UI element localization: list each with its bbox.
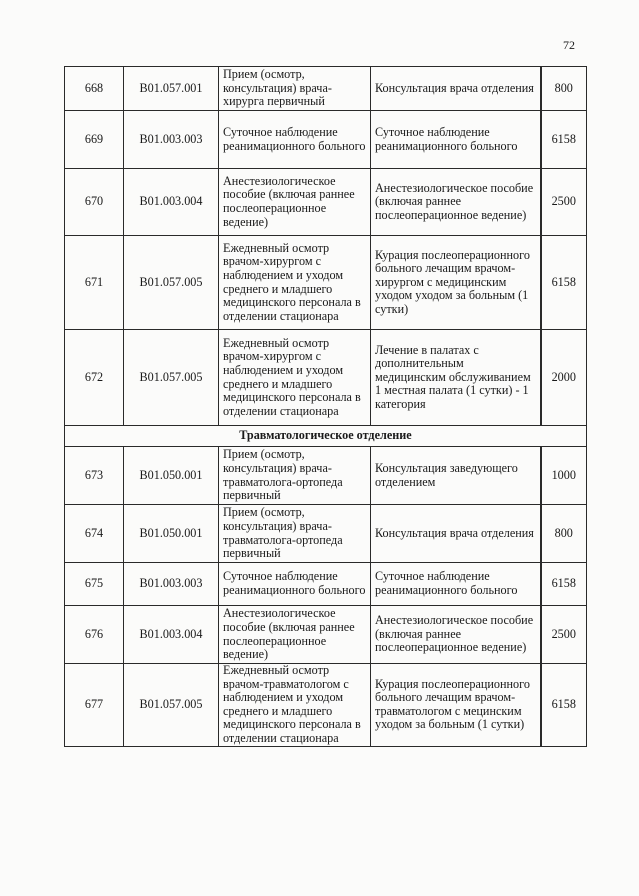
table-row <box>65 169 587 236</box>
service-name-cell: Ежедневный осмотр врачом-хирургом с наблюдением и уходом среднего и младшего медицинского персонала в отделении стационара <box>219 236 371 330</box>
price-table <box>64 66 587 747</box>
service-name-cell: Суточное наблюдение реанимационного больного <box>219 563 371 606</box>
table-row <box>65 606 587 664</box>
service-name-cell: Прием (осмотр, консультация) врача-травматолога-ортопеда первичный <box>219 505 371 563</box>
table-row <box>65 67 587 111</box>
price-cell: 6158 <box>541 236 587 330</box>
service-description-cell: Курация послеоперационного больного лечащим врачом-травматологом с мецинским уходом за больным (1 сутки) <box>371 664 541 747</box>
row-number-cell: 669 <box>65 111 124 169</box>
section-title: Травматологическое отделение <box>65 426 587 447</box>
price-cell: 6158 <box>541 664 587 747</box>
service-code-cell: B01.003.003 <box>124 563 219 606</box>
price-cell: 2000 <box>541 330 587 426</box>
price-cell: 800 <box>541 67 587 111</box>
service-code-cell: B01.057.005 <box>124 236 219 330</box>
table-row <box>65 563 587 606</box>
service-description-cell: Суточное наблюдение реанимационного больного <box>371 111 541 169</box>
service-name-cell: Прием (осмотр, консультация) врача-травматолога-ортопеда первичный <box>219 447 371 505</box>
service-description-cell: Лечение в палатах с дополнительным медицинским обслуживанием 1 местная палата (1 сутки) - 1 категория <box>371 330 541 426</box>
row-number-cell: 677 <box>65 664 124 747</box>
service-code-cell: B01.003.003 <box>124 111 219 169</box>
service-name-cell: Суточное наблюдение реанимационного больного <box>219 111 371 169</box>
service-name-cell: Анестезиологическое пособие (включая раннее послеоперационное ведение) <box>219 606 371 664</box>
service-code-cell: B01.003.004 <box>124 606 219 664</box>
row-number-cell: 671 <box>65 236 124 330</box>
row-number-cell: 672 <box>65 330 124 426</box>
service-description-cell: Консультация врача отделения <box>371 505 541 563</box>
service-name-cell: Прием (осмотр, консультация) врача-хирурга первичный <box>219 67 371 111</box>
table-row <box>65 505 587 563</box>
row-number-cell: 675 <box>65 563 124 606</box>
page-number: 72 <box>563 38 575 52</box>
service-description-cell: Консультация заведующего отделением <box>371 447 541 505</box>
price-cell: 6158 <box>541 111 587 169</box>
service-code-cell: B01.057.005 <box>124 330 219 426</box>
service-code-cell: B01.050.001 <box>124 447 219 505</box>
price-cell: 6158 <box>541 563 587 606</box>
price-table-body <box>65 67 587 747</box>
table-row <box>65 447 587 505</box>
row-number-cell: 670 <box>65 169 124 236</box>
service-name-cell: Анестезиологическое пособие (включая раннее послеоперационное ведение) <box>219 169 371 236</box>
service-description-cell: Анестезиологическое пособие (включая раннее послеоперационное ведение) <box>371 606 541 664</box>
row-number-cell: 673 <box>65 447 124 505</box>
price-cell: 2500 <box>541 606 587 664</box>
service-description-cell: Курация послеоперационного больного лечащим врачом-хирургом с медицинским уходом уходом за больным (1 сутки) <box>371 236 541 330</box>
service-code-cell: B01.057.001 <box>124 67 219 111</box>
price-cell: 2500 <box>541 169 587 236</box>
service-description-cell: Суточное наблюдение реанимационного больного <box>371 563 541 606</box>
service-description-cell: Анестезиологическое пособие (включая раннее послеоперационное ведение) <box>371 169 541 236</box>
service-code-cell: B01.057.005 <box>124 664 219 747</box>
service-name-cell: Ежедневный осмотр врачом-травматологом с наблюдением и уходом среднего и младшего медицинского персонала в отделении стационара <box>219 664 371 747</box>
service-description-cell: Консультация врача отделения <box>371 67 541 111</box>
row-number-cell: 668 <box>65 67 124 111</box>
service-name-cell: Ежедневный осмотр врачом-хирургом с наблюдением и уходом среднего и младшего медицинского персонала в отделении стационара <box>219 330 371 426</box>
row-number-cell: 674 <box>65 505 124 563</box>
service-code-cell: B01.003.004 <box>124 169 219 236</box>
price-cell: 800 <box>541 505 587 563</box>
section-row <box>65 426 587 447</box>
table-row <box>65 111 587 169</box>
table-row <box>65 330 587 426</box>
price-cell: 1000 <box>541 447 587 505</box>
table-row <box>65 236 587 330</box>
row-number-cell: 676 <box>65 606 124 664</box>
service-code-cell: B01.050.001 <box>124 505 219 563</box>
table-row <box>65 664 587 747</box>
